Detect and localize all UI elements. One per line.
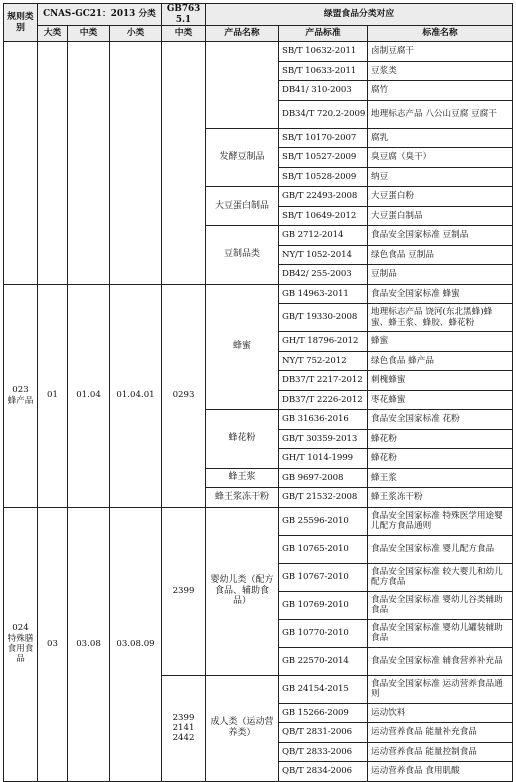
gb-mid-class-cell bbox=[162, 42, 206, 285]
standard-name-cell: 运动营养食品 能量控制食品 bbox=[368, 742, 513, 762]
header-green-food: 绿盟食品分类对应 bbox=[206, 4, 513, 26]
product-standard-cell: GB 9697-2008 bbox=[279, 468, 368, 488]
product-standard-cell: SB/T 10170-2007 bbox=[279, 128, 368, 148]
standard-name-cell: 运动营养食品 能量补充食品 bbox=[368, 723, 513, 743]
gb-mid-class-cell: 2399 bbox=[162, 507, 206, 675]
product-standard-cell: GH/T 18796-2012 bbox=[279, 332, 368, 352]
product-standard-cell: GB 14963-2011 bbox=[279, 284, 368, 304]
rule-category-cell: 024 特殊膳食用食品 bbox=[4, 507, 38, 781]
standard-name-cell: 食品安全国家标准 花粉 bbox=[368, 410, 513, 430]
product-standard-cell: GH/T 1014-1999 bbox=[279, 449, 368, 469]
cnas-big-class-cell bbox=[38, 42, 68, 285]
header-big-class: 大类 bbox=[38, 26, 68, 42]
header-mid-class: 中类 bbox=[68, 26, 110, 42]
product-name-cell: 蜂蜜 bbox=[206, 284, 279, 410]
product-name-cell: 成人类（运动营养类） bbox=[206, 675, 279, 781]
header-cnas: CNAS-GC21：2013 分类 bbox=[38, 4, 162, 26]
cnas-mid-class-cell bbox=[68, 42, 110, 285]
product-standard-cell: DB37/T 2226-2012 bbox=[279, 390, 368, 410]
product-standard-cell: QB/T 2833-2006 bbox=[279, 742, 368, 762]
product-standard-cell: DB37/T 2217-2012 bbox=[279, 371, 368, 391]
product-standard-cell: SB/T 10633-2011 bbox=[279, 61, 368, 81]
product-name-cell: 蜂王浆冻干粉 bbox=[206, 488, 279, 508]
gb-mid-class-cell: 0293 bbox=[162, 284, 206, 507]
cnas-small-class-cell: 03.08.09 bbox=[110, 507, 162, 781]
product-name-cell: 婴幼儿类（配方食品、辅助食品） bbox=[206, 507, 279, 675]
product-standard-cell: QB/T 2834-2006 bbox=[279, 762, 368, 782]
standard-name-cell: 食品安全国家标准 辅食营养补充品 bbox=[368, 647, 513, 675]
product-name-cell: 发酵豆制品 bbox=[206, 128, 279, 187]
standard-name-cell: 腐乳 bbox=[368, 128, 513, 148]
standard-name-cell: 地理标志产品 八公山豆腐 豆腐干 bbox=[368, 100, 513, 128]
product-standard-cell: GB 25596-2010 bbox=[279, 507, 368, 535]
document-page bbox=[3, 3, 513, 782]
product-standard-cell: DB42/ 255-2003 bbox=[279, 265, 368, 285]
product-standard-cell: GB 10769-2010 bbox=[279, 591, 368, 619]
standard-name-cell: 腐竹 bbox=[368, 81, 513, 101]
header-product-name: 产品名称 bbox=[206, 26, 279, 42]
standard-name-cell: 食品安全国家标准 较大婴儿和幼儿配方食品 bbox=[368, 563, 513, 591]
rule-category-cell bbox=[4, 42, 38, 285]
header-rule-category: 规则类别 bbox=[4, 4, 38, 42]
standard-name-cell: 食品安全国家标准 婴幼儿谷类辅助食品 bbox=[368, 591, 513, 619]
standard-name-cell: 大豆蛋白粉 bbox=[368, 187, 513, 207]
standard-name-cell: 绿色食品 豆制品 bbox=[368, 245, 513, 265]
standard-name-cell: 蜂花粉 bbox=[368, 429, 513, 449]
standard-name-cell: 食品安全国家标准 蜂蜜 bbox=[368, 284, 513, 304]
product-standard-cell: SB/T 10649-2012 bbox=[279, 206, 368, 226]
standard-name-cell: 蜂王浆冻干粉 bbox=[368, 488, 513, 508]
header-gb: GB7635.1 bbox=[162, 4, 206, 26]
cnas-big-class-cell: 01 bbox=[38, 284, 68, 507]
product-standard-cell: GB 2712-2014 bbox=[279, 226, 368, 246]
cnas-mid-class-cell: 01.04 bbox=[68, 284, 110, 507]
product-standard-cell: NY/T 1052-2014 bbox=[279, 245, 368, 265]
product-standard-cell: SB/T 10527-2009 bbox=[279, 148, 368, 168]
header-product-standard: 产品标准 bbox=[279, 26, 368, 42]
product-standard-cell: GB 24154-2015 bbox=[279, 675, 368, 703]
product-standard-cell: DB41/ 310-2003 bbox=[279, 81, 368, 101]
product-standard-cell: GB 10767-2010 bbox=[279, 563, 368, 591]
product-standard-cell: GB/T 19330-2008 bbox=[279, 304, 368, 332]
product-standard-cell: GB 10765-2010 bbox=[279, 535, 368, 563]
product-name-cell: 蜂王浆 bbox=[206, 468, 279, 488]
product-standard-cell: SB/T 10528-2009 bbox=[279, 167, 368, 187]
product-standard-cell: DB34/T 720.2-2009 bbox=[279, 100, 368, 128]
standard-name-cell: 纳豆 bbox=[368, 167, 513, 187]
standard-name-cell: 大豆蛋白制品 bbox=[368, 206, 513, 226]
cnas-small-class-cell bbox=[110, 42, 162, 285]
product-standard-cell: SB/T 10632-2011 bbox=[279, 42, 368, 62]
table-row bbox=[4, 284, 513, 304]
standard-name-cell: 食品安全国家标准 婴幼儿罐装辅助食品 bbox=[368, 619, 513, 647]
cnas-small-class-cell: 01.04.01 bbox=[110, 284, 162, 507]
product-name-cell bbox=[206, 42, 279, 129]
header-small-class: 小类 bbox=[110, 26, 162, 42]
header-gb-mid-class: 中类 bbox=[162, 26, 206, 42]
product-standard-cell: NY/T 752-2012 bbox=[279, 351, 368, 371]
header-standard-name: 标准名称 bbox=[368, 26, 513, 42]
standard-name-cell: 运动营养食品 食用肌酸 bbox=[368, 762, 513, 782]
product-standard-cell: GB 15266-2009 bbox=[279, 703, 368, 723]
product-standard-cell: GB/T 22493-2008 bbox=[279, 187, 368, 207]
food-classification-table bbox=[3, 3, 513, 782]
standard-name-cell: 运动饮料 bbox=[368, 703, 513, 723]
cnas-big-class-cell: 03 bbox=[38, 507, 68, 781]
gb-mid-class-cell: 2399 2141 2442 bbox=[162, 675, 206, 781]
standard-name-cell: 豆浆类 bbox=[368, 61, 513, 81]
table-row bbox=[4, 507, 513, 535]
cnas-mid-class-cell: 03.08 bbox=[68, 507, 110, 781]
table-row bbox=[4, 42, 513, 62]
standard-name-cell: 臭豆腐（臭干） bbox=[368, 148, 513, 168]
standard-name-cell: 蜂花粉 bbox=[368, 449, 513, 469]
standard-name-cell: 绿色食品 蜂产品 bbox=[368, 351, 513, 371]
standard-name-cell: 卤制豆腐干 bbox=[368, 42, 513, 62]
standard-name-cell: 食品安全国家标准 特殊医学用途婴儿配方食品通则 bbox=[368, 507, 513, 535]
product-name-cell: 蜂花粉 bbox=[206, 410, 279, 469]
product-standard-cell: QB/T 2831-2006 bbox=[279, 723, 368, 743]
standard-name-cell: 食品安全国家标准 运动营养食品通则 bbox=[368, 675, 513, 703]
standard-name-cell: 蜂蜜 bbox=[368, 332, 513, 352]
standard-name-cell: 枣花蜂蜜 bbox=[368, 390, 513, 410]
rule-category-cell: 023 蜂产品 bbox=[4, 284, 38, 507]
standard-name-cell: 食品安全国家标准 婴儿配方食品 bbox=[368, 535, 513, 563]
standard-name-cell: 食品安全国家标准 豆制品 bbox=[368, 226, 513, 246]
product-standard-cell: GB/T 30359-2013 bbox=[279, 429, 368, 449]
product-standard-cell: GB 22570-2014 bbox=[279, 647, 368, 675]
product-standard-cell: GB/T 21532-2008 bbox=[279, 488, 368, 508]
standard-name-cell: 豆制品 bbox=[368, 265, 513, 285]
table-body bbox=[4, 42, 513, 782]
product-standard-cell: GB 31636-2016 bbox=[279, 410, 368, 430]
product-name-cell: 大豆蛋白制品 bbox=[206, 187, 279, 226]
standard-name-cell: 蜂王浆 bbox=[368, 468, 513, 488]
standard-name-cell: 地理标志产品 饶河(东北黑蜂)蜂蜜、蜂王浆、蜂胶、蜂花粉 bbox=[368, 304, 513, 332]
standard-name-cell: 刺槐蜂蜜 bbox=[368, 371, 513, 391]
header-row-1 bbox=[4, 4, 513, 26]
product-name-cell: 豆制品类 bbox=[206, 226, 279, 285]
product-standard-cell: GB 10770-2010 bbox=[279, 619, 368, 647]
header-row-2 bbox=[4, 26, 513, 42]
